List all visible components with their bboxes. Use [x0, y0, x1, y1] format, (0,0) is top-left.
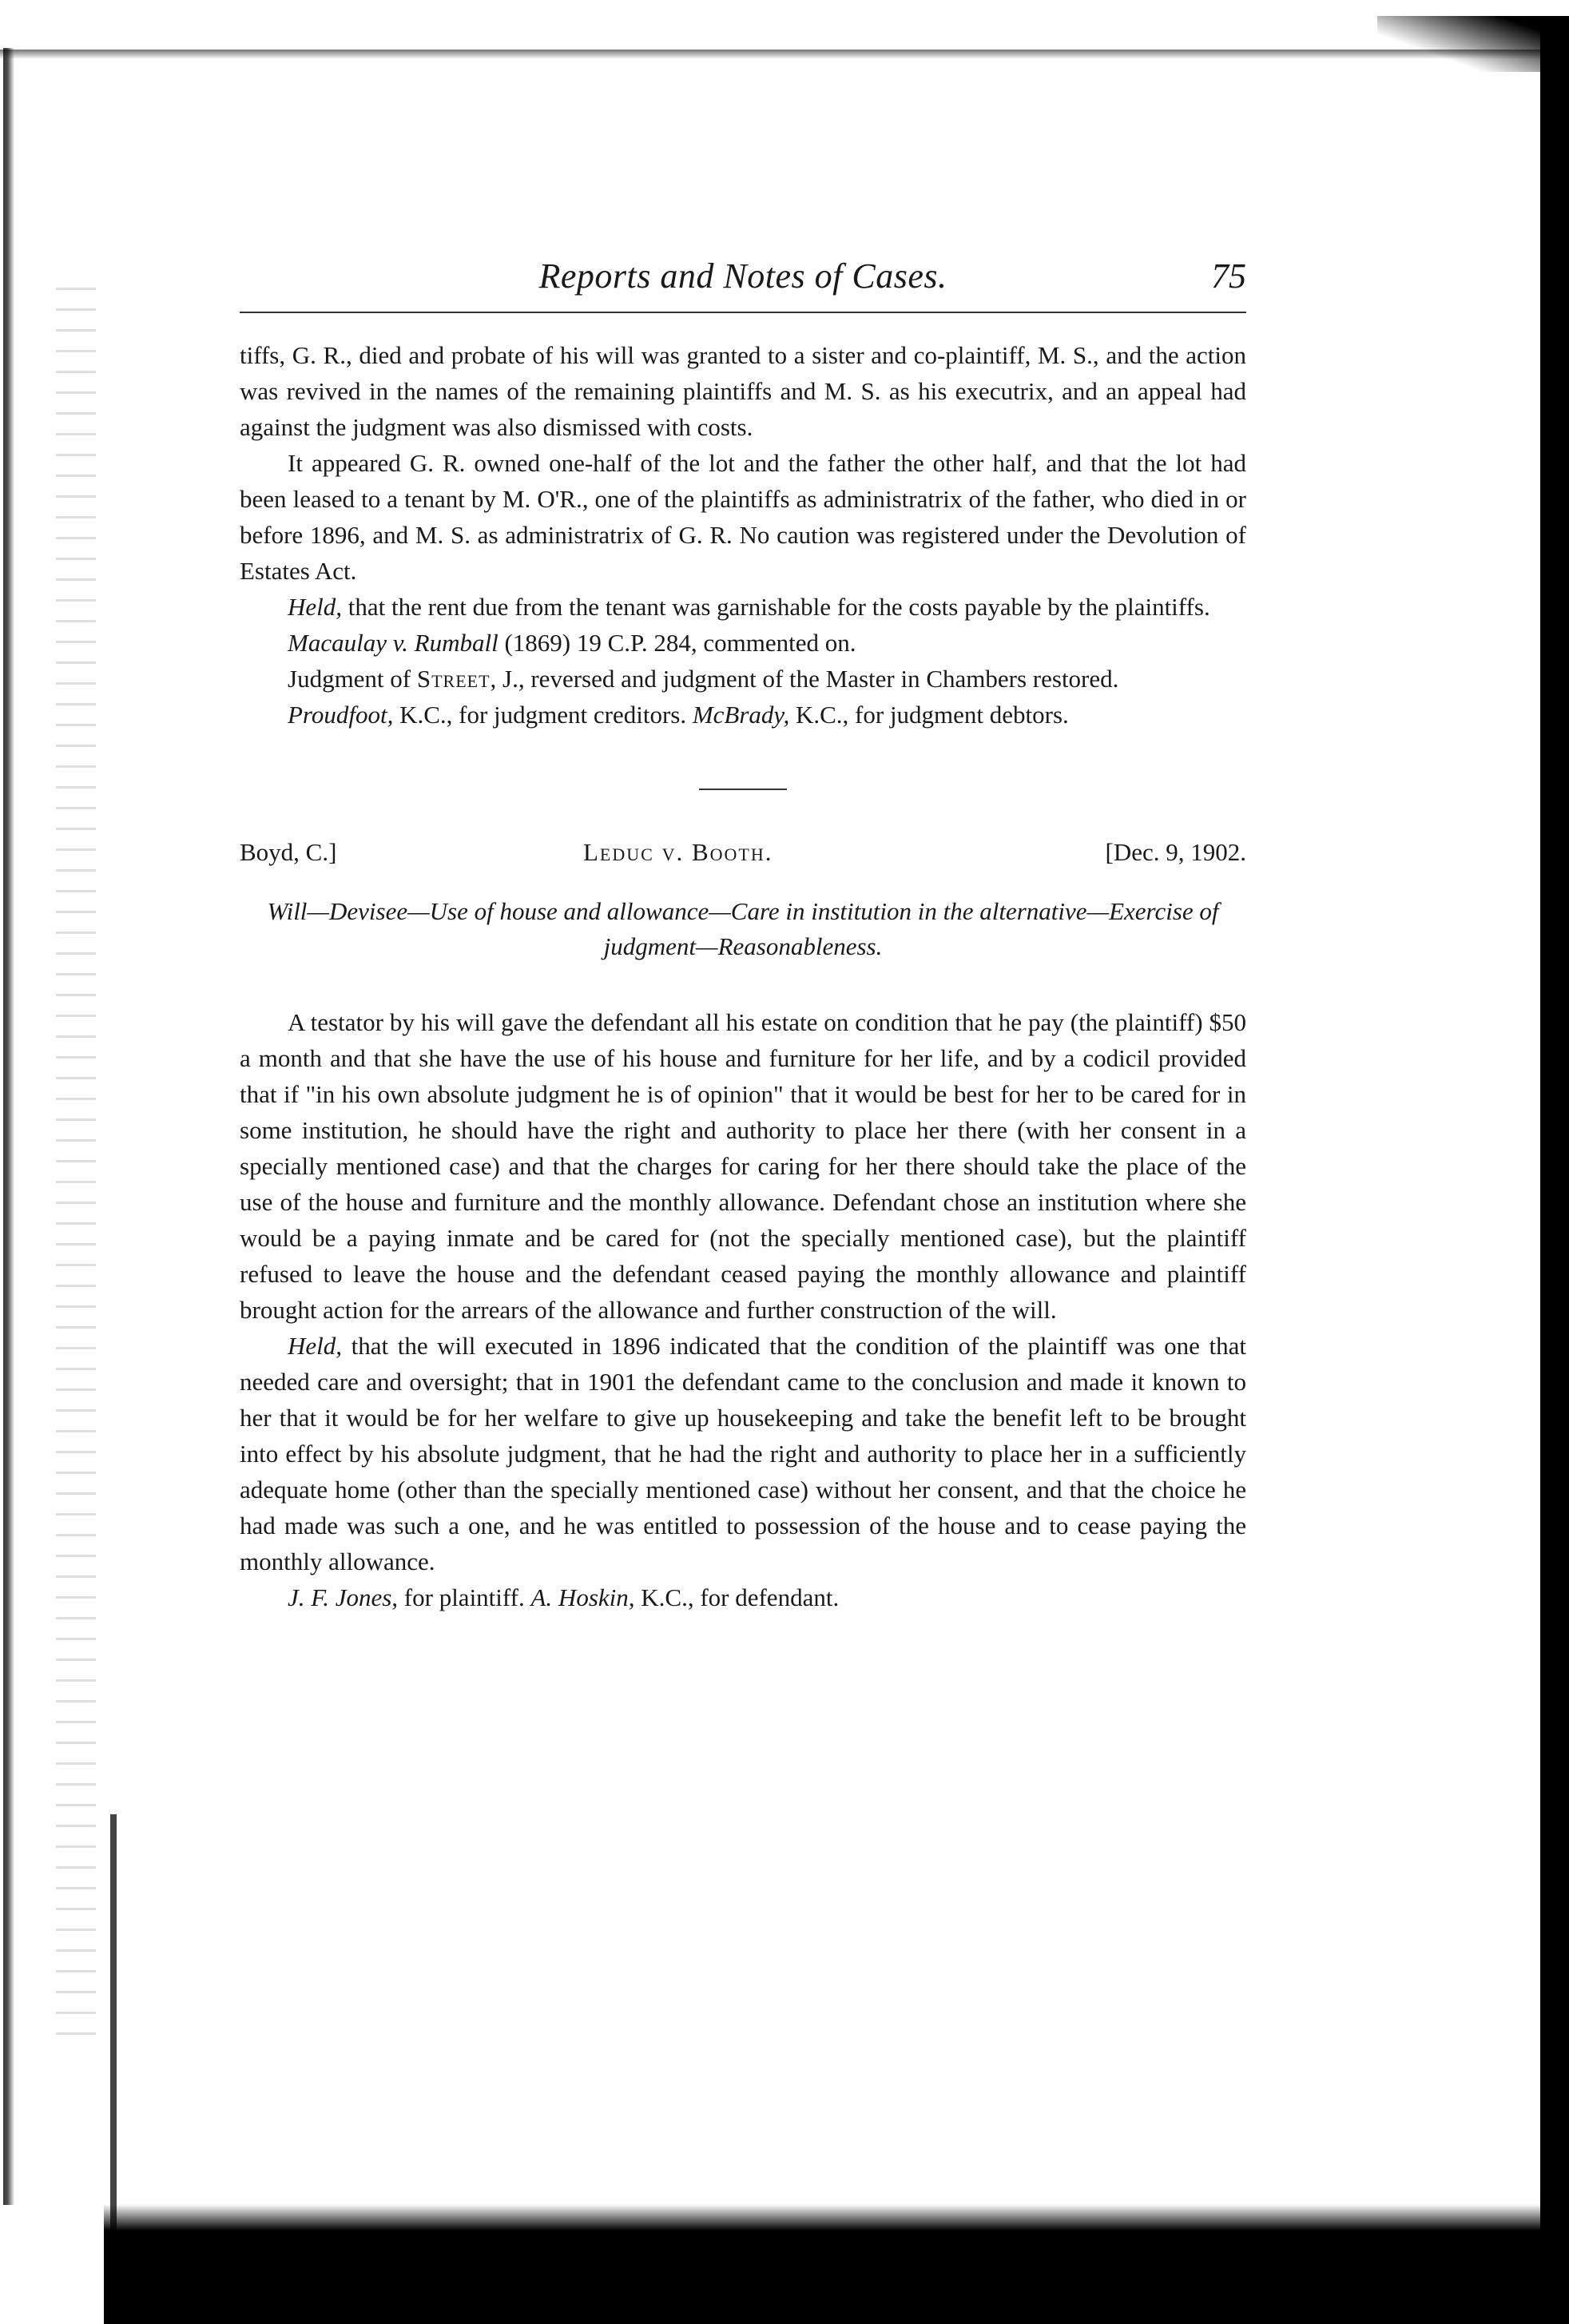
paragraph-citation — [240, 625, 1246, 661]
paragraph-counsel — [240, 697, 1246, 733]
running-head — [240, 240, 1246, 313]
paragraph-ownership: It appeared G. R. owned one-half of the lot and the father the other half, and that the lot had been leased to a tenant by M. O'R., one of the plaintiffs as administratrix of the father, who died in or before 1896, and M. S. as administratrix of G. R. No caution was registered under the Devolution of Estates Act. — [240, 449, 1246, 585]
page-number: 75 — [1211, 256, 1246, 296]
scan-speckle-strip — [56, 288, 96, 2045]
case-header — [240, 838, 1246, 878]
counsel-name-2: McBrady, — [692, 701, 790, 729]
paragraph-disposition — [240, 661, 1246, 697]
cited-case-name: Macaulay v. Rumball — [288, 629, 499, 657]
counsel-text-1: K.C., for judgment creditors. — [393, 701, 693, 729]
disposition-text-b: , J., reversed and judgment of the Master in Chambers restored. — [490, 665, 1119, 693]
case-title: Leduc v. Booth. — [583, 838, 773, 866]
paragraph-held-2 — [240, 1328, 1246, 1579]
paragraph-held — [240, 589, 1246, 625]
counsel-plaintiff-text: for plaintiff. — [398, 1583, 531, 1611]
section-divider — [699, 789, 787, 790]
case-continuation — [240, 337, 1246, 733]
held-text: that the rent due from the tenant was garnishable for the costs payable by the plaintiffs. — [342, 593, 1210, 621]
counsel-name-1: Proudfoot, — [288, 701, 394, 729]
counsel-defendant-name: A. Hoskin, — [530, 1583, 635, 1611]
scan-edge-bottom — [104, 2204, 1569, 2324]
running-title: Reports and Notes of Cases. — [538, 256, 947, 296]
case-date: [Dec. 9, 1902. — [1105, 838, 1246, 866]
case-headnote: Will—Devisee—Use of house and allowance—Care in institution in the alternative—Exercise of judgment—Reasonableness. — [267, 897, 1219, 960]
held-label-2: Held, — [288, 1332, 343, 1360]
scan-edge-right — [1540, 32, 1569, 2293]
judge-name: Street — [416, 665, 491, 693]
page — [240, 240, 1246, 1615]
case-judge: Boyd, C.] — [240, 838, 337, 866]
scan-bottom-rule — [110, 1814, 117, 2230]
counsel-plaintiff-name: J. F. Jones, — [288, 1583, 399, 1611]
scan-edge-top — [0, 50, 1569, 59]
case-body — [240, 1004, 1246, 1615]
counsel-defendant-text: K.C., for defendant. — [634, 1583, 840, 1611]
scan-edge-left — [3, 48, 14, 2205]
counsel-text-2: K.C., for judgment debtors. — [789, 701, 1069, 729]
paragraph-facts: tiffs, G. R., died and probate of his will was granted to a sister and co-plaintiff, M. S., and the action was revived in the names of the remaining plaintiffs and M. S. as his executrix, and an appeal had against the judgment was also dismissed with costs. — [240, 341, 1246, 441]
paragraph-counsel-2 — [240, 1579, 1246, 1615]
paragraph-testator: A testator by his will gave the defendant all his estate on condition that he pay (the plaintiff) $50 a month and that she have the use of his house and furniture for her life, and by a codicil provided that if "in his own absolute judgment he is of opinion" that it would be best for her to be cared for in some institution, he should have the right and authority to place her there (with her consent in a specially mentioned case) and that the charges for caring for her there should take the place of the use of the house and furniture and the monthly allowance. Defendant chose an institution where she would be a paying inmate and be cared for (not the specially mentioned case), but the plaintiff refused to leave the house and the defendant ceased paying the monthly allowance and plaintiff brought action for the arrears of the allowance and further construction of the will. — [240, 1008, 1246, 1324]
held-label: Held, — [288, 593, 343, 621]
disposition-text-a: Judgment of — [288, 665, 417, 693]
held-text-2: that the will executed in 1896 indicated that the condition of the plaintiff was one that needed care and oversight; that in 1901 the defendant came to the conclusion and made it known to her that it would be for her welfare to give up housekeeping and take the benefit left to be brought into effect by his absolute judgment, that he had the right and authority to place her in a sufficiently adequate home (other than the specially mentioned case) without her consent, and that the choice he had made was such a one, and he was entitled to possession of the house and to cease paying the monthly allowance. — [240, 1332, 1246, 1575]
cited-case-rest: (1869) 19 C.P. 284, commented on. — [498, 629, 856, 657]
